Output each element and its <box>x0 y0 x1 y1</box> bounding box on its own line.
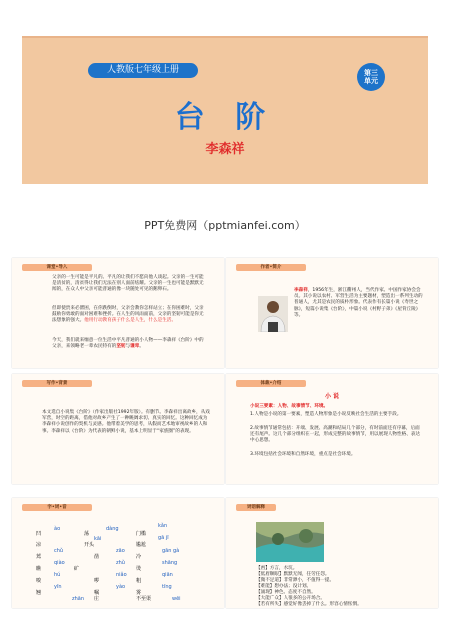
hanzi: 嘱 <box>94 590 100 596</box>
pinyin: gān gà <box>162 548 180 554</box>
slide-header: 作者•简介 <box>236 264 306 271</box>
genre-elements: 小说三要素：人物、故事情节、环境。 <box>250 404 329 409</box>
lesson-title: 台 阶 <box>174 100 276 135</box>
intro-keyword-2: 谦卑 <box>130 344 140 350</box>
vocab-item: 【凼】方言，水坑。 <box>256 566 298 571</box>
slide-header: 词语解释 <box>236 504 276 511</box>
river-photo <box>256 522 324 562</box>
site-caption: PPT免费网（pptmianfei.com） <box>144 219 306 232</box>
pinyin: dàng <box>106 526 119 532</box>
slide-header: 写作•背景 <box>22 380 92 387</box>
unit-line1: 第三 <box>364 69 378 77</box>
vocab-item: 【微不足道】非常渺小，不值得一提。 <box>256 578 335 583</box>
pinyin: hú <box>54 572 61 578</box>
hanzi: 雾 <box>136 590 142 596</box>
genre-point-1: 1.人物是小说的第一要素，塑造人物形象是小说反映社会生活的主要手段。 <box>250 412 402 417</box>
slide-author[interactable] <box>226 258 438 368</box>
intro-keyword-1: 坚韧 <box>116 344 126 350</box>
pinyin: niǎo <box>116 572 127 578</box>
landscape-icon <box>256 522 324 562</box>
slide-header: 体裁•介绍 <box>236 380 306 387</box>
intro-paragraph-3-c: 与 <box>125 344 131 350</box>
hanzi: 尴尬 <box>136 542 147 548</box>
pinyin: qiào <box>54 560 65 566</box>
intro-paragraph-2-b: 他用行动教育孩子什么是人生，什么是生活。 <box>84 318 177 324</box>
slide-vocab[interactable] <box>226 498 438 608</box>
intro-paragraph-2-a: 但即使贵来必匮困，在你跌倒时，父亲会教你怎样站立；在你困难时，父亲鼓励你勇敢的面对困难和挫折。在人生的风雨面前，父亲的坚韧可能是你无法想象的强大。 <box>52 306 204 324</box>
portrait-icon <box>258 296 288 332</box>
pinyin: kǎn <box>158 523 168 529</box>
vocab-item: 【低眉顺眼】默默无闻，任劳任怨。 <box>256 572 330 577</box>
pinyin: shāng <box>162 560 178 566</box>
pinyin: yīn <box>54 584 62 590</box>
hanzi: 庄 <box>94 596 100 602</box>
hanzi: 凿 <box>94 554 100 560</box>
pinyin: tīng <box>162 584 172 590</box>
vocab-item: 【大能广众】人很多的公开场合。 <box>256 596 325 601</box>
hanzi: 烫 <box>136 566 142 572</box>
pinyin: zhǔ <box>116 560 125 566</box>
lesson-author: 李森祥 <box>205 142 245 157</box>
intro-paragraph-3 <box>52 338 207 350</box>
hanzi: 开头 <box>84 542 95 548</box>
slide-genre[interactable] <box>226 374 438 484</box>
vocab-item: 【难能】想办法；没计划。 <box>256 584 312 589</box>
genre-point-3: 3.环境包括社会环境和自然环境，重点是社会环境。 <box>250 452 356 457</box>
pinyin: yào <box>116 584 126 590</box>
hanzi: 粗 <box>136 578 142 584</box>
genre-point-2: 2.故事情节通常包括：开端、发展、高潮和结局几个部分，有时前面还有序幕，后面还有尾声。这几个部分组织在一起，形成完整的故事情节，用以展现人物性格、表达中心思想。 <box>250 426 420 444</box>
hanzi: 冷 <box>136 554 142 560</box>
hanzi: 蔫 <box>36 554 42 560</box>
hanzi: 荡 <box>84 531 90 537</box>
pinyin: zāo <box>116 548 125 554</box>
pinyin: kāi <box>94 536 102 542</box>
intro-paragraph-3-e: 。 <box>139 344 144 350</box>
author-photo <box>258 296 288 332</box>
pinyin: ào <box>54 526 61 532</box>
hanzi: 嗅 <box>36 578 42 584</box>
author-name: 李森祥 <box>294 288 308 293</box>
vocab-item: 【涌现】神色、态度不自然。 <box>256 590 316 595</box>
unit-line2: 单元 <box>364 77 378 85</box>
background-text: 本文选自小说集《台阶》（作家出版社1992年版）。有删节。李森祥出离故乡，从戏军营，时空的距离，借他对故乡产生了一种眺阔求切、真实的回忆。这种回忆成为李森祥小说创作的契机与灵感。他带着美学的思考，从假而艺术地审视故乡的人和事。李森祥以《台阶》为代表的朝鲜小说，基本上明显于“家族圈”的表现。 <box>42 410 210 434</box>
hanzi: 翘 <box>36 590 42 596</box>
pinyin: gā jī <box>158 535 169 541</box>
intro-paragraph-2 <box>52 306 207 325</box>
hanzi: 瞧 <box>36 566 42 572</box>
slide-intro[interactable] <box>12 258 224 368</box>
hanzi: 凉 <box>36 542 42 548</box>
unit-badge <box>357 63 385 91</box>
cover-slide[interactable] <box>0 0 450 255</box>
vocab-item: 【若有所失】感觉好像丢掉了什么。形容心情怅惘。 <box>256 602 362 607</box>
genre-title: 小 说 <box>324 393 340 400</box>
hanzi: 矿 <box>74 566 80 572</box>
pinyin: chǔ <box>54 548 64 554</box>
pinyin: wēi <box>172 596 181 602</box>
hanzi: 不至渠 <box>136 596 152 602</box>
intro-paragraph-1: 父亲的一生可能是平凡的。平凡的让我们不愿向他人谈起。父亲的一生可能是清贫的，清贫得让我们无法在别人面前炫耀。父亲的一生也可能是默默无闻的，在众人中父亲可能普通的像一块随处可见的鹅卵石。 <box>52 275 204 293</box>
slide-header: 字•词•音 <box>22 504 92 511</box>
slide-background[interactable] <box>12 374 224 484</box>
hanzi: 啰 <box>94 578 100 584</box>
intro-paragraph-3-a: 今天，我们就来缅意一位生活中平凡普通的小人物——李森祥《台阶》中的父亲，来领略老一辈农民特有的 <box>52 338 204 350</box>
slide-header: 课堂•导入 <box>22 264 92 271</box>
slide-words[interactable] <box>12 498 224 608</box>
hanzi: 门槛 <box>136 531 147 537</box>
edition-badge: 人教版七年级上册 <box>88 63 198 78</box>
author-bio <box>294 288 426 319</box>
author-bio-text: ，1956年生，浙江衢州人，当代作家、中国作家协会会员。其小说以农村、军营生活为主要题材，塑造出一系列生动的普通人，尤其是农民的质朴形象。代表作有长篇小说《寿世之脉》，短篇小说集《台阶》，中篇小说《村野子弟》《屋背丘陵》等。 <box>294 288 423 318</box>
hanzi: 凹 <box>36 531 42 537</box>
pinyin: qiān <box>162 572 173 578</box>
pinyin: zhān <box>72 596 85 602</box>
